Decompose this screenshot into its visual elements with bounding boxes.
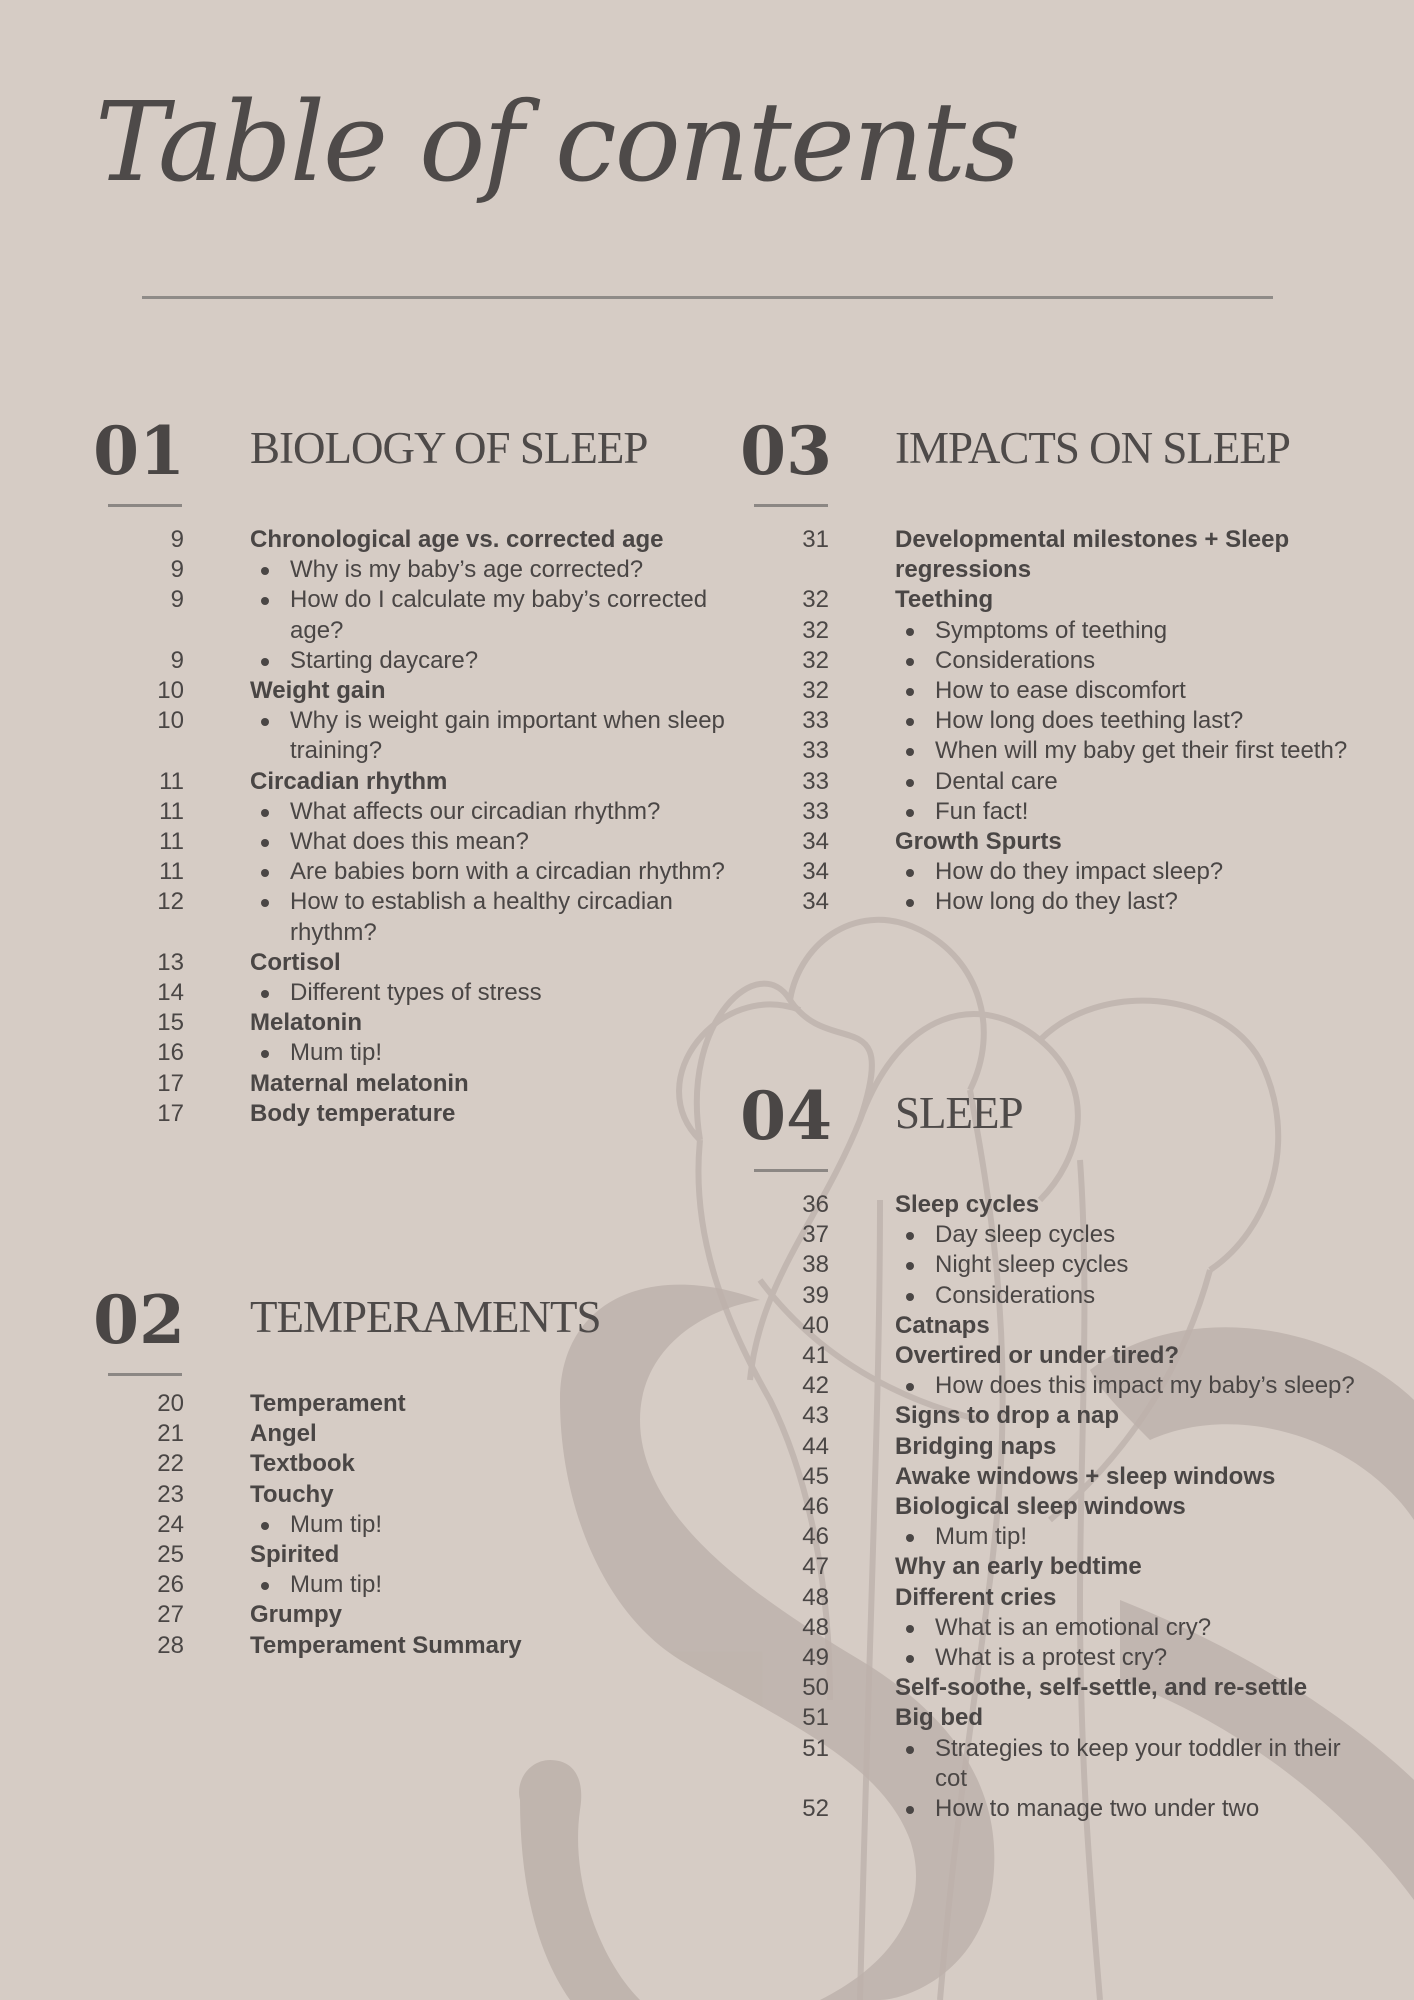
toc-list — [753, 525, 1375, 918]
page-number: 25 — [157, 1541, 184, 1569]
entry-title: Sleep cycles — [895, 1191, 1040, 1218]
entry-title: Bridging naps — [895, 1432, 1057, 1460]
page-number: 14 — [157, 979, 184, 1007]
entry-title: Awake windows + sleep windows — [895, 1462, 1276, 1490]
entry-title: Developmental milestones + Sleep regressions — [895, 526, 1290, 584]
page-number: 46 — [802, 1523, 829, 1551]
toc-entry[interactable] — [753, 1190, 1375, 1220]
toc-subentry[interactable] — [753, 1522, 1375, 1552]
toc-subentry[interactable] — [753, 1734, 1375, 1794]
toc-entry[interactable] — [753, 585, 1375, 615]
section-divider — [754, 1169, 828, 1172]
page-number: 9 — [170, 646, 184, 674]
entry-title: Signs to drop a nap — [895, 1402, 1120, 1430]
toc-subentry[interactable] — [108, 887, 730, 947]
toc-entry[interactable] — [108, 676, 730, 706]
entry-title: Temperament — [250, 1390, 406, 1417]
section-title: BIOLOGY OF SLEEP — [250, 423, 648, 473]
toc-entry[interactable] — [753, 1341, 1375, 1371]
entry-title: Night sleep cycles — [829, 1250, 1375, 1280]
entry-title: Day sleep cycles — [829, 1220, 1375, 1250]
toc-entry[interactable] — [753, 1583, 1375, 1613]
page-number: 33 — [802, 767, 829, 795]
entry-title: How to manage two under two — [829, 1794, 1375, 1824]
section-number: 04 — [740, 1077, 832, 1155]
toc-subentry[interactable] — [108, 646, 730, 676]
entry-title: Spirited — [250, 1541, 340, 1569]
entry-title: Angel — [250, 1420, 317, 1448]
entry-title: Body temperature — [250, 1099, 456, 1127]
toc-entry[interactable] — [108, 1631, 730, 1661]
entry-title: How long do they last? — [829, 887, 1375, 917]
toc-subentry[interactable] — [753, 767, 1375, 797]
entry-title: Textbook — [250, 1450, 355, 1478]
toc-subentry[interactable] — [753, 1613, 1375, 1643]
toc-subentry[interactable] — [108, 555, 730, 585]
entry-title: Why is my baby’s age corrected? — [184, 555, 730, 585]
page-number: 41 — [802, 1342, 829, 1370]
toc-entry[interactable] — [108, 767, 730, 797]
toc-subentry[interactable] — [108, 1570, 730, 1600]
page-number: 17 — [157, 1099, 184, 1127]
page-number: 43 — [802, 1402, 829, 1430]
toc-entry[interactable] — [108, 1449, 730, 1479]
toc-subentry[interactable] — [108, 585, 730, 645]
entry-title: Are babies born with a circadian rhythm? — [184, 857, 730, 887]
toc-entry[interactable] — [753, 1432, 1375, 1462]
page-number: 50 — [802, 1674, 829, 1702]
page-number: 34 — [802, 888, 829, 916]
page-number: 9 — [170, 556, 184, 584]
entry-title: What is an emotional cry? — [829, 1613, 1375, 1643]
entry-title: Mum tip! — [184, 1038, 730, 1068]
entry-title: Mum tip! — [184, 1510, 730, 1540]
toc-entry[interactable] — [753, 1462, 1375, 1492]
entry-title: How do they impact sleep? — [829, 857, 1375, 887]
page-number: 32 — [802, 586, 829, 614]
toc-subentry[interactable] — [753, 1794, 1375, 1824]
entry-title: Touchy — [250, 1480, 334, 1508]
page-number: 42 — [802, 1372, 829, 1400]
entry-title: Overtired or under tired? — [895, 1342, 1180, 1370]
toc-entry[interactable] — [108, 1600, 730, 1630]
entry-title: Teething — [895, 586, 994, 614]
entry-title: How does this impact my baby’s sleep? — [829, 1371, 1375, 1401]
toc-list — [753, 1190, 1375, 1824]
entry-title: Starting daycare? — [184, 646, 730, 676]
entry-title: Strategies to keep your toddler in their cot — [829, 1734, 1375, 1794]
toc-entry[interactable] — [753, 1552, 1375, 1582]
entry-title: Cortisol — [250, 948, 341, 976]
entry-title: Symptoms of teething — [829, 616, 1375, 646]
page-number: 12 — [157, 888, 184, 916]
section-divider — [754, 504, 828, 507]
entry-title: Considerations — [829, 646, 1375, 676]
entry-title: What is a protest cry? — [829, 1643, 1375, 1673]
toc-entry[interactable] — [753, 827, 1375, 857]
page-number: 36 — [802, 1191, 829, 1218]
entry-title: Temperament Summary — [250, 1631, 522, 1659]
entry-title: Different cries — [895, 1583, 1057, 1611]
entry-title: Dental care — [829, 767, 1375, 797]
entry-title: Why is weight gain important when sleep training? — [184, 706, 730, 766]
page-number: 22 — [157, 1450, 184, 1478]
page-number: 49 — [802, 1644, 829, 1672]
section-number: 02 — [93, 1281, 185, 1359]
page-number: 31 — [802, 526, 829, 553]
page-number: 51 — [802, 1734, 829, 1762]
page-number: 48 — [802, 1613, 829, 1641]
page-number: 11 — [159, 797, 184, 825]
toc-entry[interactable] — [108, 1069, 730, 1099]
toc-subentry[interactable] — [753, 797, 1375, 827]
entry-title: Catnaps — [895, 1311, 990, 1339]
toc-entry[interactable] — [753, 1492, 1375, 1522]
entry-title: Biological sleep windows — [895, 1493, 1186, 1521]
page-number: 9 — [170, 586, 184, 614]
page-number: 39 — [802, 1281, 829, 1309]
toc-subentry[interactable] — [108, 1038, 730, 1068]
page-number: 15 — [157, 1009, 184, 1037]
entry-title: Maternal melatonin — [250, 1069, 469, 1097]
entry-title: Different types of stress — [184, 978, 730, 1008]
page-number: 17 — [157, 1069, 184, 1097]
entry-title: Circadian rhythm — [250, 767, 448, 795]
toc-subentry[interactable] — [753, 736, 1375, 766]
toc-entry[interactable] — [108, 1389, 730, 1419]
entry-title: What does this mean? — [184, 827, 730, 857]
section-number: 03 — [740, 412, 832, 490]
page-title: Table of contents — [95, 78, 1019, 206]
toc-subentry[interactable] — [753, 676, 1375, 706]
toc-entry[interactable] — [108, 1419, 730, 1449]
page-number: 51 — [802, 1704, 829, 1732]
toc-subentry[interactable] — [753, 857, 1375, 887]
page-number: 27 — [157, 1601, 184, 1629]
entry-title: Weight gain — [250, 677, 386, 705]
toc-entry[interactable] — [753, 1401, 1375, 1431]
entry-title: How do I calculate my baby’s corrected age? — [184, 585, 730, 645]
section-title: IMPACTS ON SLEEP — [895, 423, 1290, 473]
page-number: 11 — [159, 858, 184, 886]
section-divider — [108, 1373, 182, 1376]
toc-entry[interactable] — [108, 1540, 730, 1570]
toc-subentry[interactable] — [108, 1510, 730, 1540]
entry-title: Chronological age vs. corrected age — [250, 526, 664, 553]
toc-subentry[interactable] — [753, 1281, 1375, 1311]
page-number: 38 — [802, 1251, 829, 1279]
page-number: 32 — [802, 616, 829, 644]
page-number: 32 — [802, 646, 829, 674]
page-number: 33 — [802, 737, 829, 765]
page-number: 37 — [802, 1221, 829, 1249]
entry-title: Self-soothe, self-settle, and re-settle — [895, 1674, 1308, 1702]
entry-title: When will my baby get their first teeth? — [829, 736, 1375, 766]
section-title: SLEEP — [895, 1088, 1023, 1138]
toc-subentry[interactable] — [753, 1220, 1375, 1250]
toc-subentry[interactable] — [108, 857, 730, 887]
page-number: 46 — [802, 1493, 829, 1521]
page-number: 9 — [170, 526, 184, 553]
page-number: 40 — [802, 1311, 829, 1339]
page-number: 24 — [157, 1510, 184, 1538]
page-number: 23 — [157, 1480, 184, 1508]
page-number: 11 — [159, 828, 184, 856]
toc-entry[interactable] — [108, 1099, 730, 1129]
entry-title: Fun fact! — [829, 797, 1375, 827]
toc-entry[interactable] — [753, 525, 1375, 585]
entry-title: Melatonin — [250, 1009, 362, 1037]
page-number: 45 — [802, 1462, 829, 1490]
page-number: 34 — [802, 858, 829, 886]
toc-entry[interactable] — [753, 1673, 1375, 1703]
page-number: 33 — [802, 707, 829, 735]
page-number: 11 — [159, 767, 184, 795]
toc-subentry[interactable] — [108, 827, 730, 857]
toc-subentry[interactable] — [753, 1643, 1375, 1673]
page-number: 52 — [802, 1795, 829, 1823]
page-number: 48 — [802, 1583, 829, 1611]
toc-entry[interactable] — [753, 1311, 1375, 1341]
page-number: 44 — [802, 1432, 829, 1460]
page-number: 26 — [157, 1571, 184, 1599]
toc-subentry[interactable] — [753, 706, 1375, 736]
entry-title: Considerations — [829, 1281, 1375, 1311]
section-divider — [108, 504, 182, 507]
toc-subentry[interactable] — [753, 1250, 1375, 1280]
toc-subentry[interactable] — [108, 978, 730, 1008]
entry-title: Why an early bedtime — [895, 1553, 1142, 1581]
toc-list — [108, 525, 730, 1129]
toc-list — [108, 1389, 730, 1661]
page-number: 10 — [157, 707, 184, 735]
toc-subentry[interactable] — [753, 616, 1375, 646]
entry-title: How to ease discomfort — [829, 676, 1375, 706]
page-number: 10 — [157, 677, 184, 705]
toc-subentry[interactable] — [753, 887, 1375, 917]
toc-subentry[interactable] — [108, 797, 730, 827]
page-number: 20 — [157, 1390, 184, 1417]
page-number: 13 — [157, 948, 184, 976]
toc-entry[interactable] — [108, 1008, 730, 1038]
toc-entry[interactable] — [108, 948, 730, 978]
page-number: 28 — [157, 1631, 184, 1659]
entry-title: How long does teething last? — [829, 706, 1375, 736]
toc-entry[interactable] — [108, 525, 730, 555]
toc-entry[interactable] — [753, 1703, 1375, 1733]
page-number: 16 — [157, 1039, 184, 1067]
entry-title: How to establish a healthy circadian rhythm? — [184, 887, 730, 947]
entry-title: Mum tip! — [184, 1570, 730, 1600]
entry-title: What affects our circadian rhythm? — [184, 797, 730, 827]
entry-title: Growth Spurts — [895, 828, 1062, 856]
page-number: 47 — [802, 1553, 829, 1581]
page-number: 32 — [802, 677, 829, 705]
page-number: 33 — [802, 797, 829, 825]
entry-title: Big bed — [895, 1704, 983, 1732]
section-title: TEMPERAMENTS — [250, 1292, 601, 1342]
entry-title: Grumpy — [250, 1601, 343, 1629]
section-number: 01 — [93, 412, 185, 490]
page-number: 21 — [157, 1420, 184, 1448]
toc-subentry[interactable] — [753, 646, 1375, 676]
title-divider — [142, 296, 1273, 299]
toc-entry[interactable] — [108, 1480, 730, 1510]
toc-subentry[interactable] — [108, 706, 730, 766]
entry-title: Mum tip! — [829, 1522, 1375, 1552]
toc-subentry[interactable] — [753, 1371, 1375, 1401]
page-number: 34 — [802, 828, 829, 856]
